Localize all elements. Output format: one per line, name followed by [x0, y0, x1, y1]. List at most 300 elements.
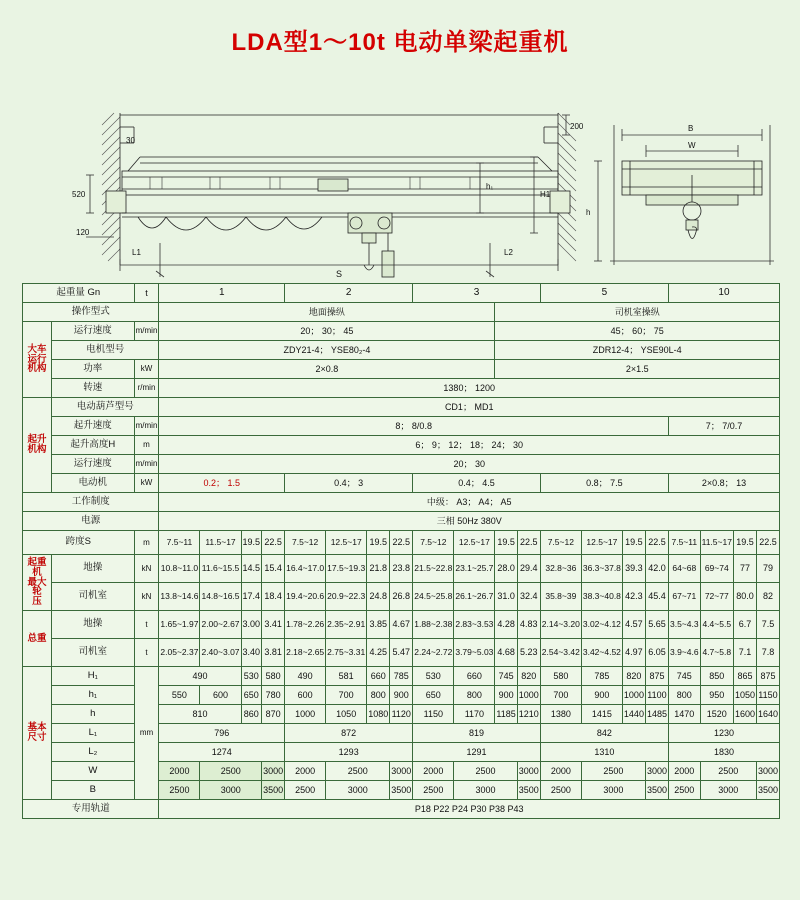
- weight-g-5-b: 3.02~4.12: [581, 611, 622, 639]
- B-2-b: 3000: [326, 781, 390, 800]
- hoist-motor-unit: kW: [134, 474, 159, 493]
- W-3-a: 2000: [413, 762, 454, 781]
- h1-v11: 1000: [517, 686, 540, 705]
- hoist-speed-label: 起升速度: [52, 417, 135, 436]
- trolley-speed-label: 运行速度: [52, 455, 135, 474]
- L2-v0: 1274: [159, 743, 285, 762]
- dim-h1-label: h₁: [486, 182, 494, 191]
- wheel-c-10-c: 80.0: [733, 583, 756, 611]
- control-type-cab: 司机室操纵: [495, 303, 780, 322]
- h-v5: 1080: [367, 705, 390, 724]
- table-row: [23, 667, 780, 686]
- capacity-label: 起重量 Gn: [23, 284, 135, 303]
- rotate-speed-label: 转速: [52, 379, 135, 398]
- L2-v3: 1310: [540, 743, 668, 762]
- h1-v6: 800: [367, 686, 390, 705]
- wheel-g-5-b: 36.3~37.8: [581, 555, 622, 583]
- weight-g-3-a: 1.88~2.38: [413, 611, 454, 639]
- H1-v8: 660: [454, 667, 495, 686]
- span-10-b: 11.5~17: [700, 531, 733, 555]
- capacity-unit: t: [134, 284, 159, 303]
- wheel-c-1-d: 18.4: [262, 583, 285, 611]
- weight-g-1-a: 1.65~1.97: [159, 611, 200, 639]
- W-2-c: 3000: [390, 762, 413, 781]
- B-10-c: 3500: [756, 781, 779, 800]
- B-3-b: 3000: [454, 781, 517, 800]
- lift-height-label: 起升高度H: [52, 436, 135, 455]
- weight-c-2-d: 5.47: [390, 639, 413, 667]
- wheel-unit-ground: kN: [134, 555, 159, 583]
- h1-v15: 1100: [645, 686, 668, 705]
- dim-L1-label: L1: [132, 248, 141, 257]
- B-5-a: 2500: [540, 781, 581, 800]
- weight-cab-label: 司机室: [52, 639, 135, 667]
- capacity-1: 1: [159, 284, 285, 303]
- page-title: LDA型1～10t 电动单梁起重机: [231, 29, 569, 56]
- span-2-b: 12.5~17: [326, 531, 367, 555]
- table-row: [23, 555, 780, 583]
- wheel-g-2-c: 21.8: [367, 555, 390, 583]
- weight-c-1-d: 3.81: [262, 639, 285, 667]
- span-2-a: 7.5~12: [285, 531, 326, 555]
- B-5-c: 3500: [645, 781, 668, 800]
- L2-v4: 1830: [668, 743, 779, 762]
- crane-drawing-svg: [10, 65, 790, 280]
- h-v9: 1185: [495, 705, 517, 724]
- B-1-a: 2500: [159, 781, 200, 800]
- power-supply-label: 电源: [23, 512, 159, 531]
- group-total-weight: 总重: [23, 611, 52, 667]
- h1-v17: 950: [700, 686, 733, 705]
- h1-v0: 550: [159, 686, 200, 705]
- H1-v0: 490: [159, 667, 241, 686]
- weight-c-10-c: 7.1: [733, 639, 756, 667]
- lift-height-unit: m: [134, 436, 159, 455]
- weight-c-3-d: 5.23: [517, 639, 540, 667]
- weight-c-10-a: 3.9~4.6: [668, 639, 700, 667]
- weight-c-1-b: 2.40~3.07: [200, 639, 241, 667]
- span-3-a: 7.5~12: [413, 531, 454, 555]
- weight-c-5-b: 3.42~4.52: [581, 639, 622, 667]
- control-type-ground: 地面操纵: [159, 303, 495, 322]
- W-2-a: 2000: [285, 762, 326, 781]
- capacity-2: 2: [285, 284, 413, 303]
- dim-h-label: h: [586, 208, 591, 217]
- B-1-b: 3000: [200, 781, 262, 800]
- H1-v2: 580: [262, 667, 285, 686]
- weight-g-1-c: 3.00: [241, 611, 262, 639]
- h-v13: 1440: [622, 705, 645, 724]
- span-label: 跨度S: [23, 531, 135, 555]
- B-3-c: 3500: [517, 781, 540, 800]
- wheel-c-10-a: 67~71: [668, 583, 700, 611]
- W-3-b: 2500: [454, 762, 517, 781]
- B-5-b: 3000: [581, 781, 645, 800]
- h-v18: 1640: [756, 705, 779, 724]
- weight-c-10-b: 4.7~5.8: [700, 639, 733, 667]
- H1-v17: 865: [733, 667, 756, 686]
- H1-v1: 530: [241, 667, 262, 686]
- wheel-c-1-b: 14.8~16.5: [200, 583, 241, 611]
- h-v12: 1415: [581, 705, 622, 724]
- h1-v9: 800: [454, 686, 495, 705]
- h1-v12: 700: [540, 686, 581, 705]
- H1-v13: 820: [622, 667, 645, 686]
- motor-model-label: 电机型号: [52, 341, 159, 360]
- weight-g-3-d: 4.83: [517, 611, 540, 639]
- wheel-g-1-a: 10.8~11.0: [159, 555, 200, 583]
- hoist-model-label: 电动葫芦型号: [52, 398, 159, 417]
- capacity-5: 5: [540, 284, 668, 303]
- L1-v3: 842: [540, 724, 668, 743]
- dim-H1-label: H1: [540, 190, 551, 199]
- technical-drawing: [10, 65, 790, 280]
- span-5-b: 12.5~17: [581, 531, 622, 555]
- dim-L2-label: L2: [504, 248, 513, 257]
- weight-g-3-b: 2.83~3.53: [454, 611, 495, 639]
- H1-v4: 581: [326, 667, 367, 686]
- wheel-g-10-b: 69~74: [700, 555, 733, 583]
- H1-v18: 875: [756, 667, 779, 686]
- h-v7: 1150: [413, 705, 454, 724]
- h1-v18: 1050: [733, 686, 756, 705]
- table-row: [23, 360, 780, 379]
- hoist-speed-value-1: 8； 8/0.8: [159, 417, 669, 436]
- table-row: [23, 303, 780, 322]
- wheel-c-10-b: 72~77: [700, 583, 733, 611]
- weight-g-10-b: 4.4~5.5: [700, 611, 733, 639]
- rotate-speed-value: 1380； 1200: [159, 379, 780, 398]
- wheel-g-2-a: 16.4~17.0: [285, 555, 326, 583]
- trolley-speed-unit: m/min: [134, 455, 159, 474]
- wheel-c-10-d: 82: [756, 583, 779, 611]
- B-label: B: [52, 781, 135, 800]
- H1-v12: 785: [581, 667, 622, 686]
- h1-v14: 1000: [622, 686, 645, 705]
- table-row: [23, 531, 780, 555]
- span-10-c: 19.5: [733, 531, 756, 555]
- wheel-c-5-d: 45.4: [645, 583, 668, 611]
- h-v11: 1380: [540, 705, 581, 724]
- h-v10: 1210: [517, 705, 540, 724]
- weight-g-2-a: 1.78~2.26: [285, 611, 326, 639]
- h1-label: h₁: [52, 686, 135, 705]
- h-v0: 810: [159, 705, 241, 724]
- wheel-g-5-c: 39.3: [622, 555, 645, 583]
- span-3-c: 19.5: [495, 531, 517, 555]
- W-10-c: 3000: [756, 762, 779, 781]
- table-row: [23, 455, 780, 474]
- span-5-a: 7.5~12: [540, 531, 581, 555]
- h-label: h: [52, 705, 135, 724]
- weight-c-3-a: 2.24~2.72: [413, 639, 454, 667]
- span-1-b: 11.5~17: [200, 531, 241, 555]
- h-v1: 860: [241, 705, 262, 724]
- dim-W-label: W: [688, 141, 696, 150]
- wheel-g-3-c: 28.0: [495, 555, 517, 583]
- H1-v15: 745: [668, 667, 700, 686]
- motor-model-cab: ZDR12-4； YSE90L-4: [495, 341, 780, 360]
- power-supply-value: 三相 50Hz 380V: [159, 512, 780, 531]
- h1-v13: 900: [581, 686, 622, 705]
- wheel-c-2-a: 19.4~20.6: [285, 583, 326, 611]
- hoist-speed-unit: m/min: [134, 417, 159, 436]
- dim-30-label: 30: [126, 136, 135, 145]
- duty-value: 中级： A3； A4； A5: [159, 493, 780, 512]
- wheel-g-1-c: 14.5: [241, 555, 262, 583]
- H1-v6: 785: [390, 667, 413, 686]
- h1-v16: 800: [668, 686, 700, 705]
- wheel-c-2-d: 26.8: [390, 583, 413, 611]
- wheel-c-3-a: 24.5~25.8: [413, 583, 454, 611]
- weight-c-2-a: 2.18~2.65: [285, 639, 326, 667]
- dim-unit: mm: [134, 667, 159, 800]
- H1-v16: 850: [700, 667, 733, 686]
- wheel-g-3-a: 21.5~22.8: [413, 555, 454, 583]
- W-label: W: [52, 762, 135, 781]
- B-1-c: 3500: [262, 781, 285, 800]
- weight-g-1-d: 3.41: [262, 611, 285, 639]
- weight-g-2-b: 2.35~2.91: [326, 611, 367, 639]
- table-row: [23, 379, 780, 398]
- table-row: [23, 322, 780, 341]
- B-10-a: 2500: [668, 781, 700, 800]
- L2-label: L₂: [52, 743, 135, 762]
- H1-v7: 530: [413, 667, 454, 686]
- rail-label: 专用轨道: [23, 800, 159, 819]
- span-1-a: 7.5~11: [159, 531, 200, 555]
- table-row: [23, 611, 780, 639]
- h1-v2: 650: [241, 686, 262, 705]
- span-5-d: 22.5: [645, 531, 668, 555]
- wheel-c-5-b: 38.3~40.8: [581, 583, 622, 611]
- span-1-d: 22.5: [262, 531, 285, 555]
- control-type-label: 操作型式: [23, 303, 159, 322]
- wheel-c-1-a: 13.8~14.6: [159, 583, 200, 611]
- table-row: [23, 493, 780, 512]
- dim-520-label: 520: [72, 190, 86, 199]
- table-row: [23, 800, 780, 819]
- W-1-b: 2500: [200, 762, 262, 781]
- h1-v10: 900: [495, 686, 517, 705]
- W-1-a: 2000: [159, 762, 200, 781]
- power-unit: kW: [134, 360, 159, 379]
- h-v14: 1485: [645, 705, 668, 724]
- rotate-speed-unit: r/min: [134, 379, 159, 398]
- h-v16: 1520: [700, 705, 733, 724]
- travel-speed-cab: 45； 60； 75: [495, 322, 780, 341]
- table-row: [23, 512, 780, 531]
- L1-label: L₁: [52, 724, 135, 743]
- h1-v1: 600: [200, 686, 241, 705]
- L1-v0: 796: [159, 724, 285, 743]
- rail-value: P18 P22 P24 P30 P38 P43: [159, 800, 780, 819]
- wheel-c-2-c: 24.8: [367, 583, 390, 611]
- W-10-a: 2000: [668, 762, 700, 781]
- hoist-motor-10: 2×0.8； 13: [668, 474, 779, 493]
- table-row: [23, 417, 780, 436]
- motor-model-ground: ZDY21-4； YSE80₂-4: [159, 341, 495, 360]
- hoist-motor-5: 0.8； 7.5: [540, 474, 668, 493]
- span-10-d: 22.5: [756, 531, 779, 555]
- wheel-c-5-c: 42.3: [622, 583, 645, 611]
- weight-c-3-b: 3.79~5.03: [454, 639, 495, 667]
- weight-g-10-a: 3.5~4.3: [668, 611, 700, 639]
- W-5-a: 2000: [540, 762, 581, 781]
- span-unit: m: [134, 531, 159, 555]
- weight-c-5-c: 4.97: [622, 639, 645, 667]
- L1-v4: 1230: [668, 724, 779, 743]
- h-v15: 1470: [668, 705, 700, 724]
- weight-c-2-b: 2.75~3.31: [326, 639, 367, 667]
- h1-v4: 600: [285, 686, 326, 705]
- travel-speed-unit: m/min: [134, 322, 159, 341]
- specification-table: [22, 283, 780, 819]
- hoist-motor-3: 0.4； 4.5: [413, 474, 541, 493]
- B-2-a: 2500: [285, 781, 326, 800]
- weight-g-5-d: 5.65: [645, 611, 668, 639]
- weight-c-3-c: 4.68: [495, 639, 517, 667]
- B-2-c: 3500: [390, 781, 413, 800]
- weight-g-2-c: 3.85: [367, 611, 390, 639]
- power-ground: 2×0.8: [159, 360, 495, 379]
- h-v17: 1600: [733, 705, 756, 724]
- table-row: [23, 639, 780, 667]
- B-3-a: 2500: [413, 781, 454, 800]
- B-10-b: 3000: [700, 781, 756, 800]
- span-3-d: 22.5: [517, 531, 540, 555]
- wheel-g-2-d: 23.8: [390, 555, 413, 583]
- duty-label: 工作制度: [23, 493, 159, 512]
- wheel-g-3-d: 29.4: [517, 555, 540, 583]
- wheel-c-2-b: 20.9~22.3: [326, 583, 367, 611]
- W-5-b: 2500: [581, 762, 645, 781]
- wheel-c-3-d: 32.4: [517, 583, 540, 611]
- wheel-g-10-d: 79: [756, 555, 779, 583]
- wheel-g-10-c: 77: [733, 555, 756, 583]
- L1-v1: 872: [285, 724, 413, 743]
- span-2-c: 19.5: [367, 531, 390, 555]
- weight-c-5-a: 2.54~3.42: [540, 639, 581, 667]
- h1-v5: 700: [326, 686, 367, 705]
- weight-g-1-b: 2.00~2.67: [200, 611, 241, 639]
- wheel-c-3-b: 26.1~26.7: [454, 583, 495, 611]
- table-row: [23, 398, 780, 417]
- hoist-motor-label: 电动机: [52, 474, 135, 493]
- wheel-g-10-a: 64~68: [668, 555, 700, 583]
- table-row: [23, 436, 780, 455]
- table-row: [23, 583, 780, 611]
- spec-table-wrap: [22, 283, 780, 819]
- wheel-g-5-a: 32.8~36: [540, 555, 581, 583]
- weight-g-3-c: 4.28: [495, 611, 517, 639]
- h-v2: 870: [262, 705, 285, 724]
- group-basic-dimensions: 基本 尺寸: [23, 667, 52, 800]
- wheel-unit-cab: kN: [134, 583, 159, 611]
- weight-unit-ground: t: [134, 611, 159, 639]
- L2-v1: 1293: [285, 743, 413, 762]
- wheel-c-3-c: 31.0: [495, 583, 517, 611]
- H1-label: H₁: [52, 667, 135, 686]
- span-5-c: 19.5: [622, 531, 645, 555]
- span-1-c: 19.5: [241, 531, 262, 555]
- weight-c-2-c: 4.25: [367, 639, 390, 667]
- weight-c-10-d: 7.8: [756, 639, 779, 667]
- capacity-3: 3: [413, 284, 541, 303]
- H1-v10: 820: [517, 667, 540, 686]
- wheel-ground-label: 地操: [52, 555, 135, 583]
- W-1-c: 3000: [262, 762, 285, 781]
- weight-unit-cab: t: [134, 639, 159, 667]
- wheel-g-5-d: 42.0: [645, 555, 668, 583]
- weight-c-1-a: 2.05~2.37: [159, 639, 200, 667]
- lift-height-value: 6； 9； 12； 18； 24； 30: [159, 436, 780, 455]
- h-v6: 1120: [390, 705, 413, 724]
- h1-v3: 780: [262, 686, 285, 705]
- h1-v19: 1150: [756, 686, 779, 705]
- hoist-model-value: CD1； MD1: [159, 398, 780, 417]
- h-v4: 1050: [326, 705, 367, 724]
- svg-text:S: S: [336, 269, 343, 279]
- hoist-motor-1: 0.2； 1.5: [159, 474, 285, 493]
- dim-120-label: 120: [76, 228, 90, 237]
- weight-g-2-d: 4.67: [390, 611, 413, 639]
- H1-v14: 875: [645, 667, 668, 686]
- H1-v3: 490: [285, 667, 326, 686]
- W-3-c: 3000: [517, 762, 540, 781]
- wheel-g-1-b: 11.6~15.5: [200, 555, 241, 583]
- dim-B-label: B: [688, 124, 694, 133]
- group-hoist-mechanism: 起升 机构: [23, 398, 52, 493]
- group-wheel-load: 起重机 最大轮 压: [23, 555, 52, 611]
- weight-g-10-d: 7.5: [756, 611, 779, 639]
- wheel-c-5-a: 35.8~39: [540, 583, 581, 611]
- L2-v2: 1291: [413, 743, 541, 762]
- weight-c-1-c: 3.40: [241, 639, 262, 667]
- h-v3: 1000: [285, 705, 326, 724]
- weight-ground-label: 地操: [52, 611, 135, 639]
- weight-c-5-d: 6.05: [645, 639, 668, 667]
- H1-v11: 580: [540, 667, 581, 686]
- span-2-d: 22.5: [390, 531, 413, 555]
- h-v8: 1170: [454, 705, 495, 724]
- wheel-g-1-d: 15.4: [262, 555, 285, 583]
- weight-g-5-a: 2.14~3.20: [540, 611, 581, 639]
- wheel-c-1-c: 17.4: [241, 583, 262, 611]
- h1-v8: 650: [413, 686, 454, 705]
- table-row: [23, 284, 780, 303]
- table-row: [23, 341, 780, 360]
- H1-v9: 745: [495, 667, 517, 686]
- L1-v2: 819: [413, 724, 541, 743]
- weight-g-10-c: 6.7: [733, 611, 756, 639]
- capacity-10: 10: [668, 284, 779, 303]
- travel-speed-label: 运行速度: [52, 322, 135, 341]
- hoist-speed-value-2: 7； 7/0.7: [668, 417, 779, 436]
- travel-speed-ground: 20； 30； 45: [159, 322, 495, 341]
- W-2-b: 2500: [326, 762, 390, 781]
- wheel-g-3-b: 23.1~25.7: [454, 555, 495, 583]
- table-row: [23, 474, 780, 493]
- power-cab: 2×1.5: [495, 360, 780, 379]
- span-10-a: 7.5~11: [668, 531, 700, 555]
- wheel-cab-label: 司机室: [52, 583, 135, 611]
- W-5-c: 3000: [645, 762, 668, 781]
- wheel-g-2-b: 17.5~19.3: [326, 555, 367, 583]
- span-3-b: 12.5~17: [454, 531, 495, 555]
- H1-v5: 660: [367, 667, 390, 686]
- hoist-motor-2: 0.4； 3: [285, 474, 413, 493]
